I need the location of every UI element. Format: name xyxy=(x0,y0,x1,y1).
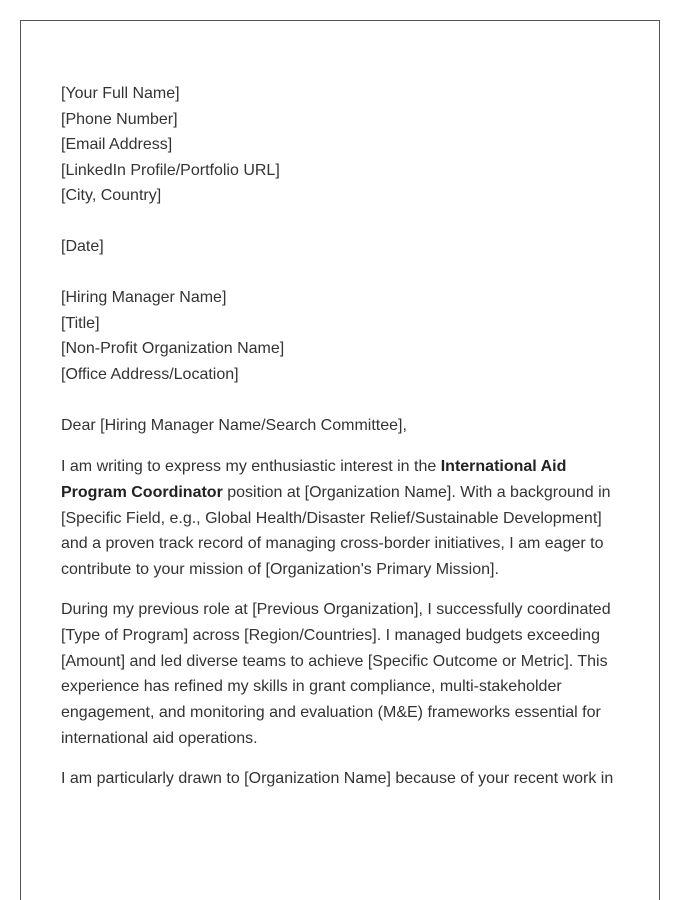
paragraph-2-line: [Amount] and led diverse teams to achieve [Specific Outcome or Metric]. This xyxy=(61,652,608,670)
date-block xyxy=(61,234,627,260)
paragraph-1-line-2 xyxy=(61,480,627,506)
paragraph-3 xyxy=(61,766,627,792)
paragraph-1-lead: I am writing to express my enthusiastic interest in the xyxy=(61,458,441,475)
paragraph-1-line-3: [Specific Field, e.g., Global Health/Disaster Relief/Sustainable Development] xyxy=(61,509,602,527)
paragraph-3-line: I am particularly drawn to [Organization Name] because of your recent work in xyxy=(61,769,614,787)
recipient-organization: [Non-Profit Organization Name] xyxy=(61,340,285,357)
paragraph-2-line: During my previous role at [Previous Organization], I successfully coordinated xyxy=(61,600,611,618)
job-title-part-1: International Aid xyxy=(440,458,567,475)
paragraph-2 xyxy=(61,597,627,752)
sender-name: [Your Full Name] xyxy=(61,85,180,102)
paragraph-2-line: [Type of Program] across [Region/Countries]. I managed budgets exceeding xyxy=(61,626,600,644)
recipient-address: [Office Address/Location] xyxy=(61,365,239,383)
sender-phone: [Phone Number] xyxy=(61,110,178,128)
letter-body xyxy=(61,81,627,792)
paragraph-2-line: international aid operations. xyxy=(61,729,258,747)
sender-location: [City, Country] xyxy=(61,187,162,204)
document-page xyxy=(20,20,660,900)
recipient-title: [Title] xyxy=(61,314,100,332)
paragraph-1-rest: position at [Organization Name]. With a background in xyxy=(222,483,611,501)
letter-date: [Date] xyxy=(61,238,104,255)
sender-linkedin: [LinkedIn Profile/Portfolio URL] xyxy=(61,161,280,179)
job-title-part-2: Program Coordinator xyxy=(61,483,223,501)
sender-block xyxy=(61,81,627,209)
recipient-name: [Hiring Manager Name] xyxy=(61,289,227,306)
paragraph-1-line-4: and a proven track record of managing cross-border initiatives, I am eager to xyxy=(61,535,604,553)
paragraph-1-line-5: contribute to your mission of [Organization's Primary Mission]. xyxy=(61,561,499,579)
paragraph-2-line: engagement, and monitoring and evaluation (M&E) frameworks essential for xyxy=(61,704,601,722)
paragraph-2-line: experience has refined my skills in grant compliance, multi-stakeholder xyxy=(61,678,562,696)
sender-email: [Email Address] xyxy=(61,136,173,153)
paragraph-1-line-1 xyxy=(61,454,627,480)
paragraph-1 xyxy=(61,454,627,583)
salutation: Dear [Hiring Manager Name/Search Committee], xyxy=(61,416,407,434)
recipient-block xyxy=(61,285,627,387)
